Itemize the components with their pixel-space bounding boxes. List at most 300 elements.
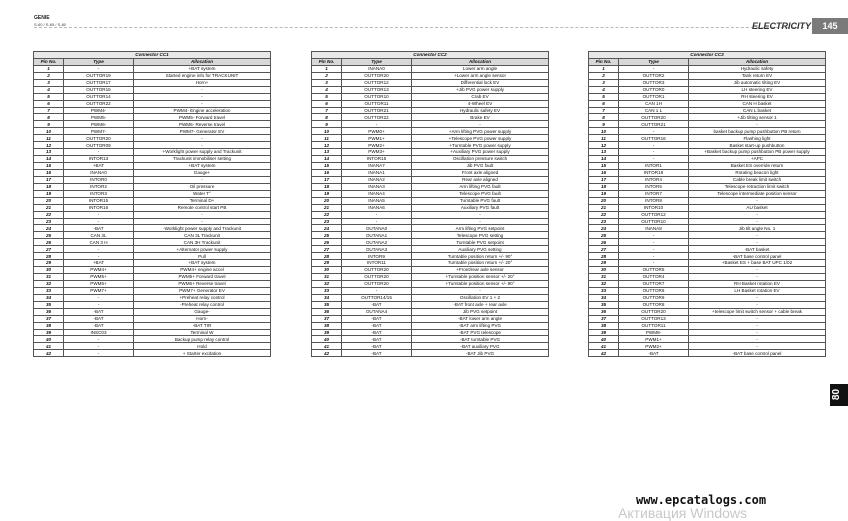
table-row <box>34 93 271 100</box>
cell-type: OUTTOR7 <box>619 280 689 287</box>
cell-pin: 8 <box>312 114 342 121</box>
cell-allocation: -BAT Jib PVG <box>412 350 549 357</box>
table-row <box>34 280 271 287</box>
cell-pin: 15 <box>589 163 619 170</box>
cell-type: PWM0+ <box>342 128 412 135</box>
cell-pin: 13 <box>589 149 619 156</box>
table-row <box>589 135 826 142</box>
cell-type: INTOR7 <box>619 190 689 197</box>
cell-allocation: - <box>134 142 271 149</box>
cell-type: - <box>619 260 689 267</box>
cell-allocation: +BAT system <box>134 163 271 170</box>
cell-pin: 22 <box>312 211 342 218</box>
cell-allocation: +Arm lifting PVG power supply <box>412 128 549 135</box>
cell-pin: 41 <box>34 343 64 350</box>
cell-allocation: Hydraulic safety EV <box>412 107 549 114</box>
cell-pin: 34 <box>34 294 64 301</box>
table-row <box>312 183 549 190</box>
cell-allocation: - <box>412 121 549 128</box>
cell-pin: 23 <box>589 218 619 225</box>
cell-type: - <box>619 232 689 239</box>
table-row <box>589 169 826 176</box>
cell-allocation: - <box>689 267 826 274</box>
cell-pin: 12 <box>589 142 619 149</box>
table-row <box>312 149 549 156</box>
cell-pin: 42 <box>312 350 342 357</box>
cell-pin: 40 <box>34 336 64 343</box>
cell-type: OUTANA4 <box>342 308 412 315</box>
cell-type: OUTTOR20 <box>64 135 134 142</box>
cell-allocation: Crab EV <box>412 93 549 100</box>
table-row <box>34 86 271 93</box>
column-header-allocation: Allocation <box>412 58 549 65</box>
table-row <box>34 149 271 156</box>
table-row <box>34 197 271 204</box>
table-row <box>312 72 549 79</box>
cell-type: INTOR16 <box>64 204 134 211</box>
cell-type: OUTTOR22 <box>342 114 412 121</box>
table-row <box>312 169 549 176</box>
table-row <box>589 267 826 274</box>
cell-allocation: Brake EV <box>412 114 549 121</box>
cell-allocation: -BAT lower arm angle <box>412 315 549 322</box>
cell-pin: 26 <box>589 239 619 246</box>
cell-pin: 34 <box>589 294 619 301</box>
cell-allocation: +Alternator power supply <box>134 246 271 253</box>
cell-type: PWM8- <box>619 329 689 336</box>
table-row <box>312 329 549 336</box>
cell-allocation: LH steering EV <box>689 86 826 93</box>
cell-type: OUTTOR22 <box>64 100 134 107</box>
cell-type: OUTTOR14/15 <box>342 294 412 301</box>
table-row <box>34 350 271 357</box>
table-row <box>312 142 549 149</box>
cell-type: PWM7+ <box>64 287 134 294</box>
cell-pin: 13 <box>34 149 64 156</box>
table-row <box>589 79 826 86</box>
cell-allocation: -BAT basket <box>689 246 826 253</box>
cell-allocation: 4-Wheel EV <box>412 100 549 107</box>
brand-models: S-60 / S-65 / S-80 <box>34 22 67 27</box>
cell-allocation: - <box>689 336 826 343</box>
table-row <box>589 343 826 350</box>
table-row <box>589 72 826 79</box>
footer-url[interactable]: www.epcatalogs.com <box>636 493 767 507</box>
cell-allocation: +Telescope PVG power supply <box>412 135 549 142</box>
table-row <box>34 232 271 239</box>
cell-pin: 25 <box>589 232 619 239</box>
cell-allocation: +Jib PVG power supply <box>412 86 549 93</box>
cell-pin: 19 <box>312 190 342 197</box>
cell-allocation: +Basket backup pump pushbutton PB power supply <box>689 149 826 156</box>
cell-pin: 17 <box>589 176 619 183</box>
cell-allocation: Water T° <box>134 190 271 197</box>
table-row <box>312 93 549 100</box>
cell-type: CAN 1 L <box>619 107 689 114</box>
table-row <box>34 72 271 79</box>
table-row <box>312 156 549 163</box>
cell-type: - <box>64 253 134 260</box>
cell-pin: 30 <box>312 267 342 274</box>
cell-pin: 35 <box>312 301 342 308</box>
cell-allocation: Auxiliary PVG fault <box>412 204 549 211</box>
cell-allocation: PWM4+ engine accel <box>134 267 271 274</box>
cell-allocation: Auxiliary PVG setting <box>412 246 549 253</box>
table-row <box>589 65 826 72</box>
cell-allocation: Gauge- <box>134 308 271 315</box>
cell-pin: 35 <box>589 301 619 308</box>
cell-allocation: CAN L basket <box>689 107 826 114</box>
table-row <box>589 225 826 232</box>
cell-pin: 23 <box>34 218 64 225</box>
cell-type: CAN 1H <box>619 100 689 107</box>
table-row <box>34 274 271 281</box>
cell-pin: 20 <box>34 197 64 204</box>
cell-type: -BAT <box>342 350 412 357</box>
table-row <box>34 322 271 329</box>
cell-type: OUTTOR4 <box>619 274 689 281</box>
cell-type: OUTTOR20 <box>342 267 412 274</box>
cell-allocation: +Jib tilting sensor 1 <box>689 114 826 121</box>
cell-type: PWM2+ <box>619 343 689 350</box>
cell-type: - <box>64 218 134 225</box>
cell-pin: 17 <box>34 176 64 183</box>
table-row <box>312 121 549 128</box>
cell-pin: 31 <box>312 274 342 281</box>
table-row <box>589 107 826 114</box>
cell-type: OUTTOR14 <box>64 93 134 100</box>
cell-type: - <box>64 246 134 253</box>
cell-type: PWM6+ <box>64 280 134 287</box>
cell-type: INTOR8 <box>619 197 689 204</box>
cell-type: INTOR18 <box>619 169 689 176</box>
cell-allocation: -BAT base control panel <box>689 350 826 357</box>
cell-pin: 37 <box>34 315 64 322</box>
os-watermark: Активация Windows <box>618 505 748 521</box>
cell-pin: 40 <box>589 336 619 343</box>
cell-allocation: PWM5+ Forward travel <box>134 274 271 281</box>
connector-table-cc3 <box>588 51 826 357</box>
cell-pin: 20 <box>312 197 342 204</box>
connector-table-cc2 <box>311 51 549 357</box>
cell-allocation: Cable break limit switch <box>689 176 826 183</box>
table-row <box>34 142 271 149</box>
cell-type: - <box>619 149 689 156</box>
cell-pin: 18 <box>34 183 64 190</box>
table-row <box>312 239 549 246</box>
cell-type: INTOR10 <box>619 204 689 211</box>
cell-pin: 10 <box>589 128 619 135</box>
page-number: 145 <box>812 18 848 34</box>
column-header-pin: Pin No. <box>312 58 342 65</box>
cell-pin: 6 <box>34 100 64 107</box>
cell-pin: 39 <box>589 329 619 336</box>
cell-type: - <box>619 239 689 246</box>
cell-pin: 29 <box>34 260 64 267</box>
cell-pin: 21 <box>312 204 342 211</box>
cell-allocation: Jib tilt angle No. 1 <box>689 225 826 232</box>
cell-allocation: AU basket <box>689 204 826 211</box>
cell-pin: 3 <box>34 79 64 86</box>
cell-pin: 5 <box>34 93 64 100</box>
table-row <box>312 218 549 225</box>
table-row <box>589 183 826 190</box>
cell-pin: 20 <box>589 197 619 204</box>
cell-pin: 18 <box>312 183 342 190</box>
cell-allocation: - <box>134 176 271 183</box>
cell-pin: 39 <box>312 329 342 336</box>
table-row <box>589 280 826 287</box>
cell-pin: 41 <box>589 343 619 350</box>
table-row <box>589 211 826 218</box>
table-row <box>34 135 271 142</box>
cell-type: OUTTOR17 <box>64 79 134 86</box>
table-row <box>589 350 826 357</box>
cell-type: INSC03 <box>64 329 134 336</box>
cell-type: PWM4+ <box>64 267 134 274</box>
table-row <box>312 190 549 197</box>
cell-type: INTOR9 <box>342 253 412 260</box>
cell-allocation: -BAT auxiliary PVG <box>412 343 549 350</box>
cell-allocation: - <box>134 218 271 225</box>
cell-pin: 14 <box>34 156 64 163</box>
cell-type: - <box>64 65 134 72</box>
table-row <box>589 121 826 128</box>
cell-allocation: +Preheat relay control <box>134 294 271 301</box>
cell-pin: 25 <box>312 232 342 239</box>
table-row <box>312 260 549 267</box>
cell-allocation: - <box>689 218 826 225</box>
cell-type: -BAT <box>342 329 412 336</box>
table-row <box>589 163 826 170</box>
cell-allocation: Tank return EV <box>689 72 826 79</box>
cell-pin: 16 <box>34 169 64 176</box>
cell-pin: 11 <box>34 135 64 142</box>
column-header-pin: Pin No. <box>589 58 619 65</box>
cell-pin: 35 <box>34 301 64 308</box>
table-row <box>312 336 549 343</box>
cell-allocation: Horn+ <box>134 79 271 86</box>
cell-allocation: Hold <box>134 343 271 350</box>
cell-allocation: Front axle aligned <box>412 169 549 176</box>
table-row <box>34 329 271 336</box>
cell-pin: 2 <box>34 72 64 79</box>
cell-type: - <box>342 121 412 128</box>
cell-allocation: -Preheat relay control <box>134 301 271 308</box>
cell-allocation: - <box>134 135 271 142</box>
table-row <box>589 308 826 315</box>
cell-allocation: RH Basket rotation EV <box>689 280 826 287</box>
cell-type: OUTTOR8 <box>619 301 689 308</box>
cell-type: PWM1+ <box>619 336 689 343</box>
cell-type: OUTTOR20 <box>342 280 412 287</box>
table-row <box>312 253 549 260</box>
cell-type: INTOR5 <box>619 183 689 190</box>
cell-pin: 5 <box>312 93 342 100</box>
table-row <box>312 79 549 86</box>
page-header <box>0 15 848 34</box>
cell-allocation: Lower arm angle <box>412 65 549 72</box>
table-row <box>589 287 826 294</box>
table-row <box>312 114 549 121</box>
cell-allocation: - <box>689 121 826 128</box>
table-row <box>312 86 549 93</box>
cell-type: PWM1+ <box>342 135 412 142</box>
table-row <box>589 336 826 343</box>
cell-pin: 30 <box>34 267 64 274</box>
cell-allocation: Trackunit immobiliser setting <box>134 156 271 163</box>
table-row <box>34 267 271 274</box>
cell-type: - <box>64 343 134 350</box>
cell-allocation: Turntable position return +/- 90° <box>412 253 549 260</box>
table-row <box>34 225 271 232</box>
cell-allocation: PWM6+ Reverse travel <box>134 280 271 287</box>
column-header-pin: Pin No. <box>34 58 64 65</box>
cell-pin: 27 <box>312 246 342 253</box>
cell-type: - <box>342 287 412 294</box>
table-row <box>34 260 271 267</box>
cell-type: - <box>64 294 134 301</box>
cell-allocation: +telescope limit switch sensor + cable break <box>689 308 826 315</box>
table-row <box>34 287 271 294</box>
table-row <box>589 301 826 308</box>
cell-pin: 25 <box>34 232 64 239</box>
cell-type: INTOR15 <box>342 156 412 163</box>
cell-pin: 42 <box>589 350 619 357</box>
table-row <box>34 163 271 170</box>
cell-pin: 33 <box>34 287 64 294</box>
cell-allocation: -BAT turntable PVG <box>412 336 549 343</box>
cell-allocation: Differential lock EV <box>412 79 549 86</box>
cell-allocation: Oscillation EV 1 + 2 <box>412 294 549 301</box>
cell-allocation: +Turntable PVG power supply <box>412 142 549 149</box>
cell-allocation: -BAT arm lifting PVG <box>412 322 549 329</box>
cell-pin: 8 <box>589 114 619 121</box>
cell-type: -BAT <box>342 322 412 329</box>
cell-pin: 5 <box>589 93 619 100</box>
cell-type: OUTTOR12 <box>342 79 412 86</box>
cell-pin: 42 <box>34 350 64 357</box>
cell-allocation: Telescope intermediate position sensor <box>689 190 826 197</box>
cell-pin: 4 <box>589 86 619 93</box>
cell-type: INANA0 <box>64 169 134 176</box>
cell-type: -BAT <box>342 301 412 308</box>
cell-allocation: Basket start-up pushbutton <box>689 142 826 149</box>
table-row <box>34 204 271 211</box>
table-row <box>589 128 826 135</box>
table-row <box>34 301 271 308</box>
cell-pin: 24 <box>312 225 342 232</box>
cell-allocation: Turntable PVG fault <box>412 197 549 204</box>
cell-allocation: Telescope PVG setting <box>412 232 549 239</box>
cell-allocation: - <box>689 274 826 281</box>
table-row <box>312 163 549 170</box>
table-row <box>34 343 271 350</box>
table-row <box>312 211 549 218</box>
chapter-tab <box>830 384 848 406</box>
cell-allocation: Jib PVG fault <box>412 163 549 170</box>
cell-allocation: PWM4- Engine acceleration <box>134 107 271 114</box>
table-row <box>312 274 549 281</box>
cell-pin: 23 <box>312 218 342 225</box>
cell-type: CAN 3 H <box>64 239 134 246</box>
table-row <box>34 183 271 190</box>
table-row <box>589 86 826 93</box>
cell-allocation: - <box>689 197 826 204</box>
cell-type: PWM5- <box>64 114 134 121</box>
table-row <box>589 114 826 121</box>
cell-pin: 6 <box>312 100 342 107</box>
table-row <box>589 100 826 107</box>
connector-table-cc1 <box>33 51 271 357</box>
cell-type: OUTTOR21 <box>619 121 689 128</box>
cell-type: PWM4- <box>64 107 134 114</box>
cell-allocation: - <box>412 211 549 218</box>
cell-pin: 3 <box>312 79 342 86</box>
cell-pin: 15 <box>312 163 342 170</box>
cell-allocation: - <box>689 239 826 246</box>
table-row <box>589 239 826 246</box>
table-row <box>312 308 549 315</box>
cell-pin: 22 <box>589 211 619 218</box>
table-row <box>312 294 549 301</box>
cell-type: - <box>619 246 689 253</box>
cell-pin: 1 <box>312 65 342 72</box>
cell-type: PWM5+ <box>64 274 134 281</box>
cell-allocation: -BAT PVG telescope <box>412 329 549 336</box>
cell-pin: 29 <box>589 260 619 267</box>
cell-allocation: Pull <box>134 253 271 260</box>
cell-pin: 36 <box>589 308 619 315</box>
cell-pin: 4 <box>312 86 342 93</box>
cell-pin: 18 <box>589 183 619 190</box>
cell-pin: 32 <box>34 280 64 287</box>
cell-pin: 1 <box>589 65 619 72</box>
table-row <box>589 329 826 336</box>
cell-type: -BAT <box>64 322 134 329</box>
table-row <box>312 232 549 239</box>
connector-title: Connector CC1 <box>34 52 271 59</box>
cell-allocation: Jib automatic tilting EV <box>689 79 826 86</box>
cell-type: INTOR11 <box>342 260 412 267</box>
cell-pin: 3 <box>589 79 619 86</box>
cell-type: OUTTOR10 <box>342 93 412 100</box>
cell-allocation: - <box>689 211 826 218</box>
cell-type: OUTTOR12 <box>619 211 689 218</box>
cell-pin: 16 <box>589 169 619 176</box>
cell-allocation: Rear axle aligned <box>412 176 549 183</box>
cell-pin: 30 <box>589 267 619 274</box>
table-row <box>312 246 549 253</box>
cell-allocation: Hydraulic safety <box>689 65 826 72</box>
cell-type: OUTANA2 <box>342 239 412 246</box>
cell-pin: 11 <box>312 135 342 142</box>
cell-pin: 36 <box>34 308 64 315</box>
table-row <box>312 301 549 308</box>
column-header-type: Type <box>64 58 134 65</box>
cell-type: INTOR15 <box>64 197 134 204</box>
cell-allocation: RH steering EV <box>689 93 826 100</box>
cell-pin: 34 <box>312 294 342 301</box>
table-row <box>312 176 549 183</box>
table-row <box>34 218 271 225</box>
cell-pin: 14 <box>589 156 619 163</box>
cell-pin: 38 <box>312 322 342 329</box>
cell-type: -BAT <box>342 336 412 343</box>
cell-type: OUTTOR20 <box>619 114 689 121</box>
table-row <box>589 190 826 197</box>
cell-pin: 27 <box>589 246 619 253</box>
